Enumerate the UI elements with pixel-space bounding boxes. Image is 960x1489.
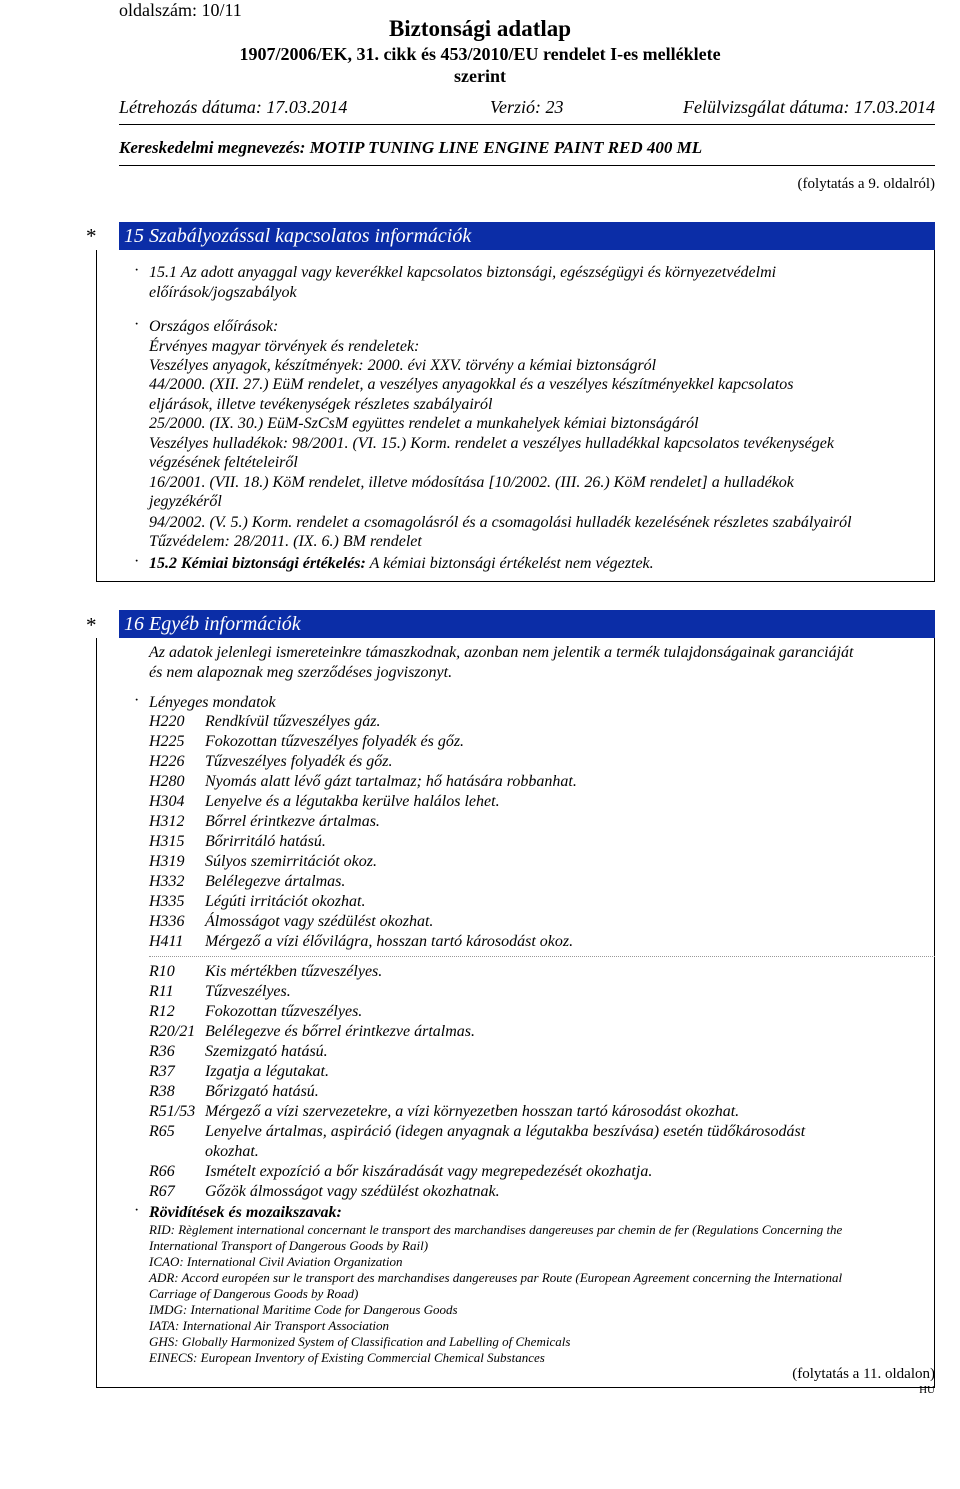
h-text: Bőrirritáló hatású. bbox=[205, 833, 326, 850]
section15-title: 15 Szabályozással kapcsolatos információk bbox=[119, 222, 935, 250]
reg-line: Érvényes magyar törvények és rendeletek: bbox=[149, 338, 420, 355]
document-subtitle-szerint: szerint bbox=[454, 66, 506, 86]
h-code: H332 bbox=[149, 873, 185, 890]
reg-line: 16/2001. (VII. 18.) KöM rendelet, illetve módosítása [10/2002. (III. 26.) KöM rendelet] a hulladékok bbox=[149, 474, 794, 491]
h-code: H336 bbox=[149, 913, 185, 930]
r-text: Gőzök álmosságot vagy szédülést okozhatnak. bbox=[205, 1183, 500, 1200]
created-date: Létrehozás dátuma: 17.03.2014 bbox=[119, 97, 348, 117]
s151-line2: előírások/jogszabályok bbox=[149, 284, 297, 301]
h-text: Bőrrel érintkezve ártalmas. bbox=[205, 813, 380, 830]
section15-change-star: * bbox=[86, 224, 97, 248]
r-text: Ismételt expozíció a bőr kiszáradását vagy megrepedezését okozhatja. bbox=[205, 1163, 653, 1180]
h-text: Légúti irritációt okozhat. bbox=[205, 893, 366, 910]
abbreviations-label: Rövidítések és mozaikszavak: bbox=[149, 1204, 342, 1221]
r-code: R51/53 bbox=[149, 1103, 196, 1120]
h-code: H220 bbox=[149, 713, 185, 730]
h-text: Súlyos szemirritációt okoz. bbox=[205, 853, 377, 870]
continued-from: (folytatás a 9. oldalról) bbox=[797, 176, 935, 192]
h-code: H304 bbox=[149, 793, 185, 810]
section16-title: 16 Egyéb információk bbox=[119, 610, 935, 638]
reg-line: Veszélyes anyagok, készítmények: 2000. évi XXV. törvény a kémiai biztonságról bbox=[149, 357, 657, 374]
abbr-line: IMDG: International Maritime Code for Dangerous Goods bbox=[149, 1302, 458, 1317]
h-code: H226 bbox=[149, 753, 185, 770]
intro-line2: és nem alapoznak meg szerződéses jogviszonyt. bbox=[149, 664, 453, 681]
version: Verzió: 23 bbox=[490, 97, 564, 117]
reg-line: Veszélyes hulladékok: 98/2001. (VI. 15.) Korm. rendelet a veszélyes hulladékkal kapcsolatos tevékenységek bbox=[149, 435, 834, 452]
r-text: Szemizgató hatású. bbox=[205, 1043, 328, 1060]
bullet: · bbox=[134, 553, 140, 570]
h-text: Rendkívül tűzveszélyes gáz. bbox=[205, 713, 381, 730]
document-subtitle: 1907/2006/EK, 31. cikk és 453/2010/EU rendelet I-es melléklete bbox=[239, 44, 721, 64]
reg-line: eljárások, illetve tevékenységek részletes szabályairól bbox=[149, 396, 493, 413]
reg-line: végzésének feltételeiről bbox=[149, 454, 298, 471]
header-rule-2 bbox=[119, 165, 935, 166]
revised-date: Felülvizsgálat dátuma: 17.03.2014 bbox=[683, 97, 935, 117]
document-title: Biztonsági adatlap bbox=[388, 16, 572, 41]
header-rule bbox=[119, 124, 935, 125]
h-text: Tűzveszélyes folyadék és gőz. bbox=[205, 753, 393, 770]
r-code: R66 bbox=[149, 1163, 175, 1180]
bullet: · bbox=[134, 692, 140, 709]
bullet: · bbox=[134, 1202, 140, 1219]
h-text: Belélegezve ártalmas. bbox=[205, 873, 346, 890]
r-text: Bőrizgató hatású. bbox=[205, 1083, 319, 1100]
r-code: R20/21 bbox=[149, 1023, 196, 1040]
r-code: R36 bbox=[149, 1043, 175, 1060]
national-label: Országos előírások: bbox=[149, 318, 279, 335]
abbr-line: EINECS: European Inventory of Existing Commercial Chemical Substances bbox=[149, 1350, 545, 1365]
reg-line: 44/2000. (XII. 27.) EüM rendelet, a veszélyes anyagokkal és a veszélyes készítményekkel kapcsolatos bbox=[149, 376, 794, 393]
r-code: R67 bbox=[149, 1183, 175, 1200]
h-text: Álmosságot vagy szédülést okozhat. bbox=[205, 913, 434, 930]
r-code: R37 bbox=[149, 1063, 175, 1080]
s151-line1: 15.1 Az adott anyaggal vagy keverékkel kapcsolatos biztonsági, egészségügyi és környezetvédelmi bbox=[149, 264, 777, 281]
abbr-line: Carriage of Dangerous Goods by Road) bbox=[149, 1286, 359, 1301]
s152-label: 15.2 Kémiai biztonsági értékelés: bbox=[149, 555, 366, 572]
h-text: Mérgező a vízi élővilágra, hosszan tartó károsodást okoz. bbox=[205, 933, 574, 950]
bullet: · bbox=[134, 316, 140, 333]
s152-line bbox=[149, 554, 654, 573]
r-code: R11 bbox=[149, 983, 174, 1000]
h-code: H411 bbox=[149, 933, 184, 950]
phrase-separator bbox=[149, 956, 935, 957]
trade-name: Kereskedelmi megnevezés: MOTIP TUNING LINE ENGINE PAINT RED 400 ML bbox=[119, 138, 703, 157]
abbr-line: IATA: International Air Transport Association bbox=[149, 1318, 390, 1333]
h-code: H319 bbox=[149, 853, 185, 870]
continued-to: (folytatás a 11. oldalon) bbox=[792, 1366, 935, 1382]
r-text: Tűzveszélyes. bbox=[205, 983, 291, 1000]
reg-line: Tűzvédelem: 28/2011. (IX. 6.) BM rendelet bbox=[149, 533, 422, 550]
r-code: R10 bbox=[149, 963, 175, 980]
abbr-line: ADR: Accord européen sur le transport des marchandises dangereuses par Route (European Agreement concerning the International bbox=[149, 1270, 843, 1285]
abbr-line: GHS: Globally Harmonized System of Classification and Labelling of Chemicals bbox=[149, 1334, 571, 1349]
h-code: H312 bbox=[149, 813, 185, 830]
reg-line: 25/2000. (IX. 30.) EüM-SzCsM együttes rendelet a munkahelyek kémiai biztonságáról bbox=[149, 415, 699, 432]
r-text: Belélegezve és bőrrel érintkezve ártalmas. bbox=[205, 1023, 475, 1040]
r-text: Mérgező a vízi szervezetekre, a vízi környezetben hosszan tartó károsodást okozhat. bbox=[205, 1103, 740, 1120]
r-text: Kis mértékben tűzveszélyes. bbox=[205, 963, 383, 980]
s152-text: A kémiai biztonsági értékelést nem végeztek. bbox=[369, 555, 654, 572]
bullet: · bbox=[134, 262, 140, 279]
intro-line1: Az adatok jelenlegi ismereteinkre támaszkodnak, azonban nem jelentik a termék tulajdonságainak garanciáját bbox=[149, 644, 854, 661]
abbr-line: International Transport of Dangerous Goods by Rail) bbox=[149, 1238, 429, 1253]
h-code: H335 bbox=[149, 893, 185, 910]
h-text: Lenyelve és a légutakba kerülve halálos lehet. bbox=[205, 793, 500, 810]
h-code: H315 bbox=[149, 833, 185, 850]
h-code: H280 bbox=[149, 773, 185, 790]
r-text: Lenyelve ártalmas, aspiráció (idegen anyagnak a légutakba beszívása) esetén tüdőkárosodást bbox=[205, 1123, 806, 1140]
abbr-line: ICAO: International Civil Aviation Organization bbox=[149, 1254, 403, 1269]
abbr-line: RID: Règlement international concernant le transport des marchandises dangereuses par chemin de fer (Regulations Concerning the bbox=[149, 1222, 843, 1237]
r-code: R38 bbox=[149, 1083, 175, 1100]
h-text: Fokozottan tűzveszélyes folyadék és gőz. bbox=[205, 733, 465, 750]
r-text: okozhat. bbox=[205, 1143, 259, 1160]
section16-change-star: * bbox=[86, 613, 97, 637]
h-code: H225 bbox=[149, 733, 185, 750]
r-code: R65 bbox=[149, 1123, 175, 1140]
r-text: Fokozottan tűzveszélyes. bbox=[205, 1003, 363, 1020]
page-number: oldalszám: 10/11 bbox=[119, 0, 242, 20]
relevant-label: Lényeges mondatok bbox=[149, 694, 276, 711]
language-code: HU bbox=[919, 1384, 935, 1396]
r-code: R12 bbox=[149, 1003, 175, 1020]
reg-line: jegyzékéről bbox=[149, 493, 222, 510]
reg-line: 94/2002. (V. 5.) Korm. rendelet a csomagolásról és a csomagolási hulladék kezelésének részletes szabályairól bbox=[149, 514, 852, 531]
h-text: Nyomás alatt lévő gázt tartalmaz; hő hatására robbanhat. bbox=[205, 773, 577, 790]
r-text: Izgatja a légutakat. bbox=[205, 1063, 329, 1080]
